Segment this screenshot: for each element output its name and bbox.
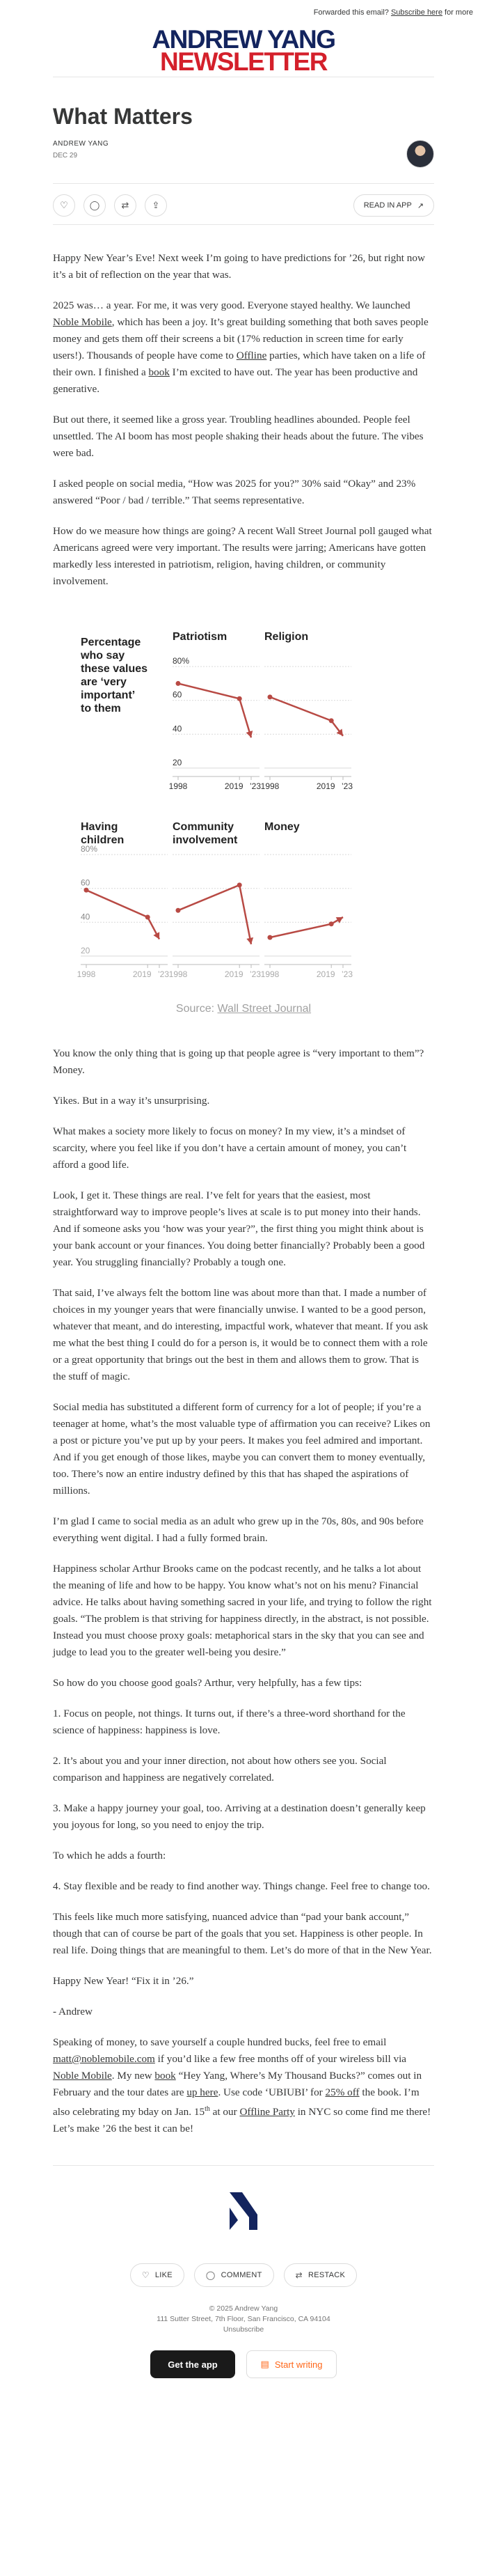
footer-restack-label: RESTACK bbox=[308, 2271, 346, 2280]
paragraph: 2. It’s about you and your inner direction, not about how others see you. Social comparison and happiness are negatively correlated. bbox=[53, 1755, 387, 1783]
series-line bbox=[270, 917, 343, 937]
data-point-arrow bbox=[246, 937, 253, 944]
offline-party-link[interactable]: Offline Party bbox=[239, 2106, 295, 2118]
chart-source bbox=[53, 1001, 434, 1017]
post-title[interactable]: What Matters bbox=[53, 104, 193, 129]
signoff: - Andrew bbox=[53, 2006, 93, 2017]
byline bbox=[53, 140, 434, 176]
author-name[interactable]: ANDREW YANG bbox=[53, 140, 109, 148]
footer-like-button[interactable] bbox=[130, 2263, 184, 2287]
paragraph: Happy New Year! “Fix it in ’26.” bbox=[53, 1975, 194, 1987]
copyright: © 2025 Andrew Yang bbox=[209, 2304, 278, 2313]
data-point bbox=[84, 888, 89, 893]
paragraph: How do we measure how things are going? A recent Wall Street Journal poll gauged what Americans agreed were very important. The results were jarring; Americans have gotten markedly less interested in patriotism, religion, having children, or community involvement. bbox=[53, 525, 432, 587]
data-point bbox=[176, 908, 181, 913]
paragraph: 4. Stay flexible and be ready to find another way. Things change. Feel free to change too. bbox=[53, 1880, 430, 1892]
comment-button[interactable] bbox=[83, 194, 106, 217]
book-link[interactable]: book bbox=[154, 2070, 176, 2082]
paragraph: 3. Make a happy journey your goal, too. Arriving at a destination doesn’t generally keep you joyous for long, so you need to enjoy the trip. bbox=[53, 1802, 426, 1831]
data-point bbox=[329, 718, 334, 723]
paragraph: This feels like much more satisfying, nuanced advice than “pad your bank account,” though that can of course be part of the goals that you set. Happiness is other people. In real life. Doing things that are meaningful to them. Let’s do more of that in the New Year. bbox=[53, 1911, 432, 1956]
y-tick-label: 40 bbox=[81, 912, 90, 922]
x-tick-label: 1998 bbox=[77, 969, 96, 979]
comment-icon: ◯ bbox=[205, 2270, 216, 2281]
tour-dates-link[interactable]: up here bbox=[186, 2086, 218, 2098]
start-writing-label: Start writing bbox=[274, 2359, 323, 2370]
wsj-chart-image[interactable] bbox=[53, 604, 434, 1001]
chart-title-line: to them bbox=[81, 703, 121, 715]
noble-mobile-link[interactable]: Noble Mobile bbox=[53, 316, 112, 328]
app-buttons bbox=[0, 2350, 487, 2378]
chart-title-line: are ‘very bbox=[81, 676, 127, 688]
preheader bbox=[0, 0, 487, 21]
x-tick-label: ’23 bbox=[157, 969, 170, 979]
like-button[interactable] bbox=[53, 194, 75, 217]
masthead-line2: NEWSLETTER bbox=[160, 47, 327, 76]
chart-title-line: Percentage bbox=[81, 637, 141, 648]
post-actions bbox=[53, 183, 434, 225]
footer-actions bbox=[0, 2263, 487, 2291]
series-line bbox=[178, 885, 251, 944]
offline-link[interactable]: Offline bbox=[236, 350, 267, 361]
discount-link[interactable]: 25% off bbox=[325, 2086, 360, 2098]
paragraph: I asked people on social media, “How was 2025 for you?” 30% said “Okay” and 23% answered “Poor / bad / terrible.” That seems representative. bbox=[53, 478, 416, 506]
y-tick-label: 20 bbox=[173, 757, 182, 767]
restack-icon: ⇄ bbox=[121, 200, 129, 211]
book-link[interactable]: book bbox=[148, 366, 170, 378]
heart-icon: ♡ bbox=[60, 200, 68, 211]
series-title: Patriotism bbox=[173, 631, 227, 643]
series-line bbox=[270, 697, 343, 736]
data-point bbox=[237, 696, 242, 701]
paragraph: What makes a society more likely to focus on money? In my view, it’s a mindset of scarcity, where you feel like if you don’t have a certain amount of money, you can’t afford a good life. bbox=[53, 1125, 407, 1171]
paragraph: 2025 was… a year. For me, it was very good. Everyone stayed healthy. We launched Noble Mobile, which has been a joy. It’s great building something that both saves people money and gets them off their screens a bit (17% reduction in screen time for early users!). Thousands of people have come to Offline parties, which have taken on a life of their own. I finished a book I’m excited to have out. The year has been productive and generative. bbox=[53, 299, 429, 395]
x-tick-label: 2019 bbox=[132, 969, 152, 979]
x-tick-label: ’23 bbox=[249, 781, 262, 791]
masthead-logo[interactable] bbox=[0, 21, 487, 77]
series-title: Money bbox=[264, 821, 300, 833]
data-point bbox=[145, 915, 150, 920]
paragraph: Social media has substituted a different form of currency for a lot of people; if you’re a teenager at home, what’s the most valuable type of affirmation you can receive? Likes on a post or picture you’ve put up by your peers. It makes you feel admired and important. And if you get enough of those likes, maybe you can convert them to money eventually, too. There’s now an entire industry defined by this that has shaped the aspirations of millions. bbox=[53, 1401, 431, 1497]
paragraph: You know the only thing that is going up that people agree is “very important to them”? Money. bbox=[53, 1047, 424, 1076]
paragraph: To which he adds a fourth: bbox=[53, 1850, 166, 1861]
legal-footer bbox=[0, 2304, 487, 2335]
paragraph: But out there, it seemed like a gross year. Troubling headlines abounded. People feel unsettled. The AI boom has most people shaking their heads about the future. The vibes were bad. bbox=[53, 414, 424, 459]
arrow-up-right-icon: ↗ bbox=[417, 201, 424, 210]
x-tick-label: ’23 bbox=[341, 969, 353, 979]
get-the-app-button[interactable]: Get the app bbox=[150, 2350, 235, 2378]
y-tick-label: 80% bbox=[173, 656, 190, 666]
x-tick-label: 1998 bbox=[260, 969, 280, 979]
address: 111 Sutter Street, 7th Floor, San Francisco, CA 94104 bbox=[157, 2315, 330, 2324]
series-title: Religion bbox=[264, 631, 309, 643]
x-tick-label: 1998 bbox=[168, 969, 188, 979]
read-in-app-label: READ IN APP bbox=[363, 201, 412, 210]
paragraph: That said, I’ve always felt the bottom line was about more than that. I made a number of choices in my younger years that were financially unwise. I wanted to be a good person, whatever that meant, and do interesting, impactful work, whatever that meant. If you ask me what the best thing I could do for a person is, it would be to connect them with a role or a great opportunity that brings out the best in them and allows them to grow. That is the stuff of magic. bbox=[53, 1287, 429, 1382]
x-tick-label: 2019 bbox=[316, 969, 335, 979]
data-point bbox=[237, 882, 242, 887]
data-point bbox=[268, 694, 273, 699]
masthead-line1: ANDREW YANG bbox=[152, 25, 335, 54]
y-tick-label: 60 bbox=[81, 877, 90, 888]
x-tick-label: 2019 bbox=[224, 781, 244, 791]
paragraph: 1. Focus on people, not things. It turns out, if there’s a three-word shorthand for the science of happiness: happiness is love. bbox=[53, 1708, 406, 1736]
logo-icon bbox=[223, 2187, 264, 2235]
data-point bbox=[176, 681, 181, 686]
series-title: children bbox=[81, 834, 125, 846]
y-tick-label: 40 bbox=[173, 724, 182, 734]
share-icon: ⇪ bbox=[152, 200, 160, 211]
footer-comment-button[interactable] bbox=[194, 2263, 274, 2287]
unsubscribe-link[interactable]: Unsubscribe bbox=[223, 2325, 264, 2334]
paragraph: So how do you choose good goals? Arthur, very helpfully, has a few tips: bbox=[53, 1677, 362, 1689]
preheader-suffix: for more bbox=[445, 8, 473, 17]
x-tick-label: 1998 bbox=[168, 781, 188, 791]
restack-button[interactable] bbox=[114, 194, 136, 217]
x-tick-label: ’23 bbox=[341, 781, 353, 791]
email-link[interactable]: matt@noblemobile.com bbox=[53, 2053, 155, 2065]
wsj-source-link[interactable]: Wall Street Journal bbox=[217, 1003, 312, 1015]
paragraph: Look, I get it. These things are real. I’ve felt for years that the easiest, most straightforward way to improve people’s lives at scale is to put money into their hands. And if someone asks you ‘how was your year?”, the first thing you might think about is your bank account or your finances. You doing better financially? Probably been a good year. You struggling financially? Probably a tough one. bbox=[53, 1189, 425, 1268]
data-point bbox=[268, 935, 273, 940]
footer-comment-label: COMMENT bbox=[221, 2271, 262, 2280]
restack-icon: ⇄ bbox=[295, 2270, 303, 2281]
series-title: Having bbox=[81, 821, 118, 833]
share-button[interactable] bbox=[145, 194, 167, 217]
x-tick-label: ’23 bbox=[249, 969, 262, 979]
noble-mobile-link[interactable]: Noble Mobile bbox=[53, 2070, 112, 2082]
paragraph: Happiness scholar Arthur Brooks came on the podcast recently, and he talks a lot about the meaning of life and how to be happy. You know what’s not on his menu? Financial advice. He talks about having something sacred in your life, and trying to follow the right goals. “The problem is that striving for happiness directly, in the abstract, is not possible. Instead you must choose proxy goals: metaphorical stars in the sky that you can see and judge to lead you to the greater well-being you desire.” bbox=[53, 1563, 432, 1658]
divider bbox=[53, 2165, 434, 2166]
source-prefix: Source: bbox=[175, 1003, 215, 1015]
post-body bbox=[53, 250, 434, 2137]
data-point bbox=[329, 921, 334, 926]
paragraph: I’m glad I came to social media as an adult who grew up in the 70s, 80s, and 90s before everything went digital. I had a fully formed brain. bbox=[53, 1515, 424, 1544]
substack-icon: ▤ bbox=[260, 2359, 269, 2370]
chart-title-line: important’ bbox=[81, 689, 136, 701]
series-title: involvement bbox=[173, 834, 238, 846]
newsletter-logo-mark[interactable] bbox=[0, 2187, 487, 2249]
chart-title-line: who say bbox=[81, 650, 125, 662]
heart-icon: ♡ bbox=[141, 2270, 150, 2281]
x-tick-label: 1998 bbox=[260, 781, 280, 791]
x-tick-label: 2019 bbox=[224, 969, 244, 979]
preheader-text: Forwarded this email? bbox=[313, 8, 389, 17]
y-tick-label: 80% bbox=[81, 844, 98, 854]
paragraph: Yikes. But in a way it’s unsurprising. bbox=[53, 1095, 210, 1107]
comment-icon: ◯ bbox=[89, 200, 100, 211]
read-in-app-button[interactable] bbox=[353, 194, 434, 217]
start-writing-button[interactable] bbox=[246, 2350, 337, 2378]
chart-svg bbox=[53, 604, 434, 1001]
footer-like-label: LIKE bbox=[154, 2271, 173, 2280]
paragraph: Speaking of money, to save yourself a couple hundred bucks, feel free to email matt@noblemobile.com if you’d like a few free months off of your wireless bill via Noble Mobile. My new book “Hey Yang, Where’s My Thousand Bucks?” comes out in February and the tour dates are up here. Use code ‘UBIUBI’ for 25% off the book. I’m also celebrating my bday on Jan. 15th at our Offline Party in NYC so come find me there! Let’s make ’26 the best it can be! bbox=[53, 2036, 431, 2135]
author-avatar[interactable] bbox=[406, 140, 434, 168]
footer-restack-button[interactable] bbox=[284, 2263, 358, 2287]
series-title: Community bbox=[173, 821, 234, 833]
x-tick-label: 2019 bbox=[316, 781, 335, 791]
subscribe-link[interactable]: Subscribe here bbox=[390, 8, 442, 17]
series-line bbox=[86, 890, 159, 939]
y-tick-label: 60 bbox=[173, 689, 182, 700]
series-line bbox=[178, 683, 251, 737]
paragraph: Happy New Year’s Eve! Next week I’m going to have predictions for ’26, but right now it’s a bit of reflection on the year that was. bbox=[53, 252, 425, 281]
y-tick-label: 20 bbox=[81, 945, 90, 955]
chart-title-line: these values bbox=[81, 663, 148, 675]
post-date: DEC 29 bbox=[53, 152, 78, 159]
